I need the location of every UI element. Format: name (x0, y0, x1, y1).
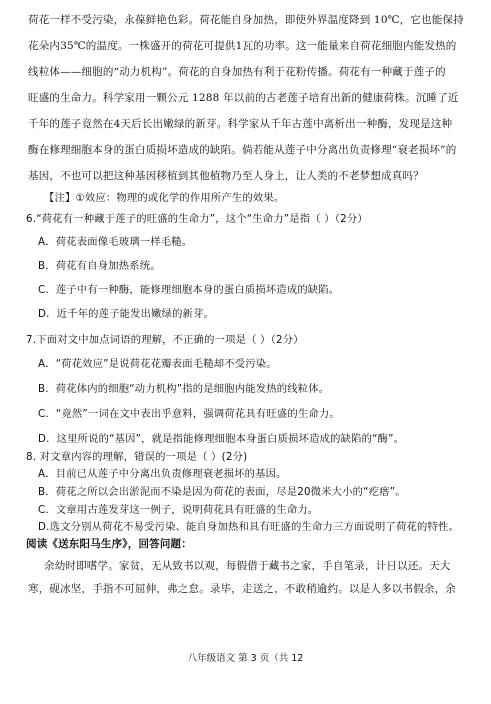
passage-line: 旺盛的生命力。科学家用一颗公元 1288 年以前的古老莲子培育出新的健康荷株。沉睡了近 (28, 92, 459, 104)
passage-line: 千年的莲子竟然在4天后长出嫩绿的新芽。科学家从千年古莲中离析出一种酶，发现是这种 (28, 118, 453, 130)
question-8-stem: 8. 对文章内容的理解，错误的一项是（ ）(2分) (26, 451, 248, 463)
question-6-option-d: D．近千年的莲子能发出嫩绿的新芽。 (38, 308, 215, 320)
passage-line: 线粒体——细胞的“动力机构”。荷花的自身加热有利于花粉传播。荷花有一种藏于莲子的 (28, 66, 446, 78)
question-8-option-c: C．文章用古莲发芽这一例子，说明荷花具有旺盛的生命力。 (38, 504, 319, 516)
passage-line: 酶在修理细胞本身的蛋白质损坏造成的缺陷。倘若能从莲子中分离出负责修理“衰老损坏”的 (28, 144, 457, 156)
question-7-option-c: C．“竟然”一词在文中表出乎意料，强调荷花具有旺盛的生命力。 (38, 408, 340, 420)
passage-line: 花朵内35℃的温度。一株盛开的荷花可提供1瓦的功率。这一能量来自荷花细胞内能发热的 (28, 40, 457, 52)
question-7-stem: 7.下面对文中加点词语的理解，不正确的一项是（ ）（2分） (26, 334, 304, 346)
passage-line: 荷花一样不受污染，永葆鲜艳色彩。荷花能自身加热，即使外界温度降到 10℃，它也能保持 (28, 14, 464, 26)
question-8-option-d: D.选文分别从荷花不易受污染、能自身加热和具有旺盛的生命力三方面说明了荷花的特性。 (38, 521, 459, 533)
question-6-option-a: A．荷花表面像毛玻璃一样毛糙。 (38, 236, 193, 248)
question-6-stem: 6.“荷花有一种藏于莲子的旺盛的生命力”，这个“生命力”是指（ ）（2分） (26, 213, 368, 225)
passage-line: 基因，不也可以把这种基因移植到其他植物乃至人身上，让人类的不老梦想成真吗？ (28, 170, 424, 182)
reading-section-heading: 阅读《送东阳马生序》，回答问题： (26, 538, 192, 550)
page-footer: 八年级语文 第 3 页（共 12 (187, 653, 304, 664)
footnote: 【注】①效应：物理的或化学的作用所产生的效果。 (44, 192, 285, 204)
question-7-option-a: A．“荷花效应”是说荷花花瓣表面毛糙却不受污染。 (38, 358, 277, 370)
question-6-option-c: C．莲子中有一种酶，能修理细胞本身的蛋白质损坏造成的缺陷。 (38, 284, 340, 296)
question-6-option-b: B．荷花有自身加热系统。 (38, 260, 161, 272)
reading-passage-line: 余幼时即嗜学。家贫，无从致书以观，每假借于藏书之家，手自笔录，计日以还。天大 (44, 560, 451, 572)
question-8-option-b: B．荷花之所以会出淤泥而不染是因为荷花的表面，尽是20微米大小的“疙瘩”。 (38, 486, 406, 498)
question-7-option-d: D．这里所说的“基因”，就是指能修理细胞本身蛋白质损坏造成的缺陷的“酶”。 (38, 433, 405, 445)
question-8-option-a: A．目前已从莲子中分离出负责修理衰老损坏的基因。 (38, 468, 287, 480)
reading-passage-line: 寒，砚冰坚，手指不可屈伸，弗之怠。录毕，走送之，不敢稍逾约。以是人多以书假余，余 (28, 583, 456, 595)
question-7-option-b: B．荷花体内的细胞“动力机构”指的是细胞内能发热的线粒体。 (38, 383, 330, 395)
